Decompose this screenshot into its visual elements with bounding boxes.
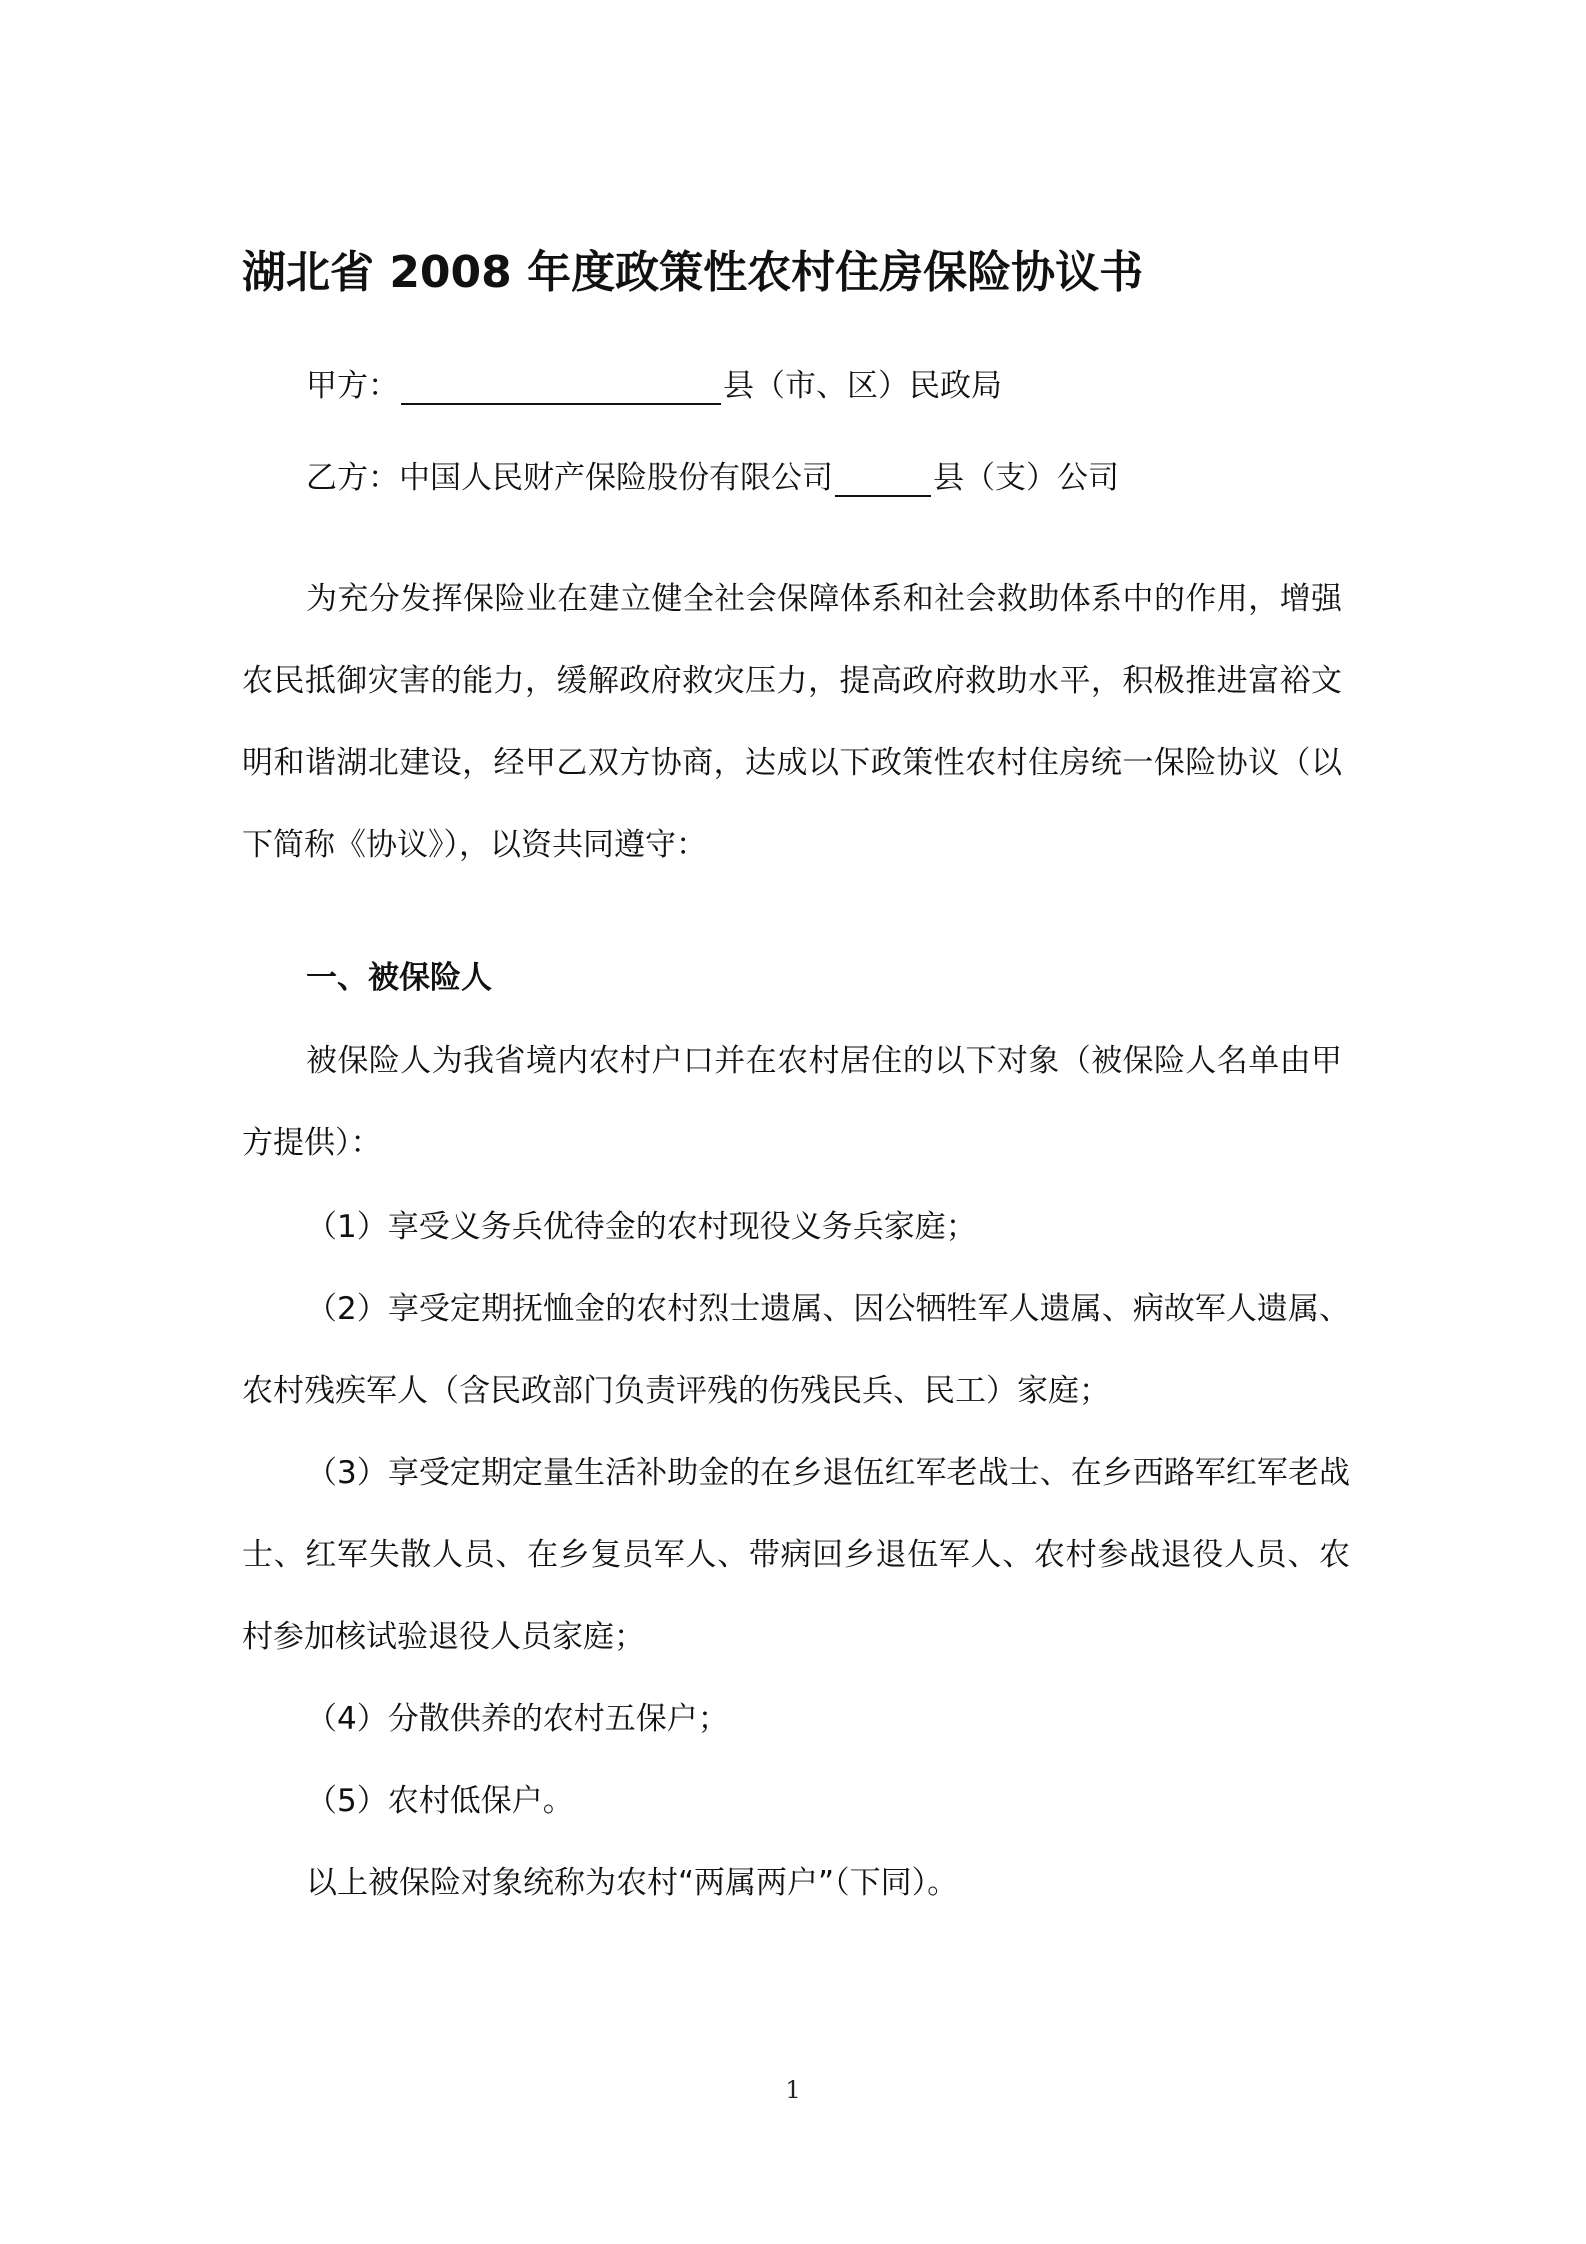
- list-item: [242, 1186, 1350, 1268]
- list-item-number: （4）: [306, 1701, 388, 1737]
- list-item-text: 享受义务兵优待金的农村现役义务兵家庭；: [387, 1209, 977, 1245]
- page-number: 1: [785, 2076, 801, 2104]
- list-item-text: 分散供养的农村五保户；: [387, 1701, 729, 1737]
- party-b-suffix: 县（支）公司: [933, 460, 1119, 496]
- party-a-label: 甲方：: [306, 368, 399, 404]
- party-b-label: 乙方：中国人民财产保险股份有限公司: [306, 460, 833, 496]
- list-item-text: 农村低保户。: [387, 1783, 574, 1819]
- list-item-number: （2）: [306, 1291, 388, 1327]
- section-1-heading: 一、被保险人: [306, 960, 492, 996]
- list-item-text: 享受定期抚恤金的农村烈士遗属、因公牺牲军人遗属、病故军人遗属、农村残疾军人（含民政部门负责评残的伤残民兵、民工）家庭；: [242, 1291, 1350, 1409]
- party-a-line: [306, 360, 1002, 405]
- party-a-suffix: 县（市、区）民政局: [723, 368, 1002, 404]
- list-item: [242, 1678, 1350, 1760]
- list-item-number: （5）: [306, 1783, 388, 1819]
- party-b-line: [306, 452, 1119, 497]
- list-item: [242, 1760, 1350, 1842]
- party-b-blank: [835, 461, 931, 497]
- list-item: [242, 1268, 1350, 1432]
- list-item-text: 享受定期定量生活补助金的在乡退伍红军老战士、在乡西路军红军老战士、红军失散人员、在乡复员军人、带病回乡退伍军人、农村参战退役人员、农村参加核试验退役人员家庭；: [242, 1455, 1350, 1655]
- list-item: [242, 1432, 1350, 1678]
- party-a-blank: [401, 369, 721, 405]
- preamble-paragraph: 为充分发挥保险业在建立健全社会保障体系和社会救助体系中的作用，增强农民抵御灾害的能力，缓解政府救灾压力，提高政府救助水平，积极推进富裕文明和谐湖北建设，经甲乙双方协商，达成以下政策性农村住房统一保险协议（以下简称《协议》），以资共同遵守：: [242, 581, 1342, 863]
- list-item-number: （1）: [306, 1209, 388, 1245]
- insured-summary: 以上被保险对象统称为农村“两属两户”（下同）。: [306, 1865, 959, 1901]
- document-title: 湖北省 2008 年度政策性农村住房保险协议书: [242, 247, 1144, 298]
- insured-intro-paragraph: 被保险人为我省境内农村户口并在农村居住的以下对象（被保险人名单由甲方提供）：: [242, 1043, 1342, 1161]
- list-item-number: （3）: [306, 1455, 388, 1491]
